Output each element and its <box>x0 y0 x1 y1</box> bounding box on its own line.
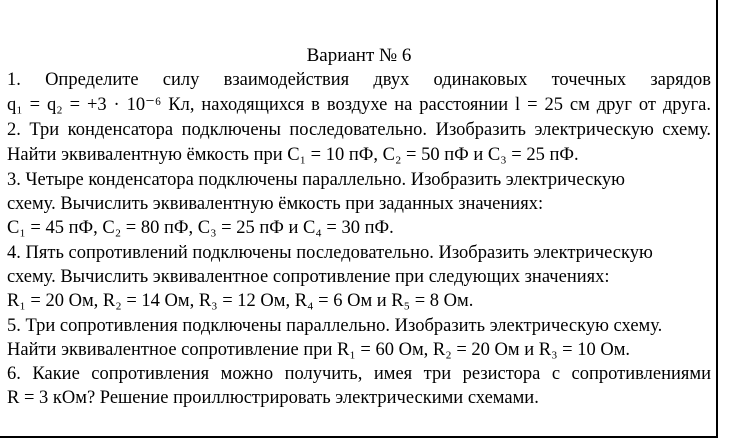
task-4-line-3: R₁ = 20 Ом, R₂ = 14 Ом, R₃ = 12 Ом, R₄ = 6 Ом и R₅ = 8 Ом. <box>7 291 474 311</box>
task-4-line-2: схему. Вычислить эквивалентное сопротивление при следующих значениях: <box>7 267 610 287</box>
task-5-line-1: 5. Три сопротивления подключены параллельно. Изобразить электрическую схему. <box>7 316 663 336</box>
task-1-line-2: q₁ = q₂ = +3 · 10⁻⁶ Кл, находящихся в воздухе на расстоянии l = 25 см друг от друга. <box>7 95 711 115</box>
task-3-line-1: 3. Четыре конденсатора подключены параллельно. Изобразить электрическую <box>7 170 625 190</box>
variant-title: Вариант № 6 <box>306 45 412 66</box>
task-3-line-3: C₁ = 45 пФ, C₂ = 80 пФ, C₃ = 25 пФ и C₄ = 30 пФ. <box>7 218 394 238</box>
task-3-line-2: схему. Вычислить эквивалентную ёмкость при заданных значениях: <box>7 194 544 214</box>
task-5-line-2: Найти эквивалентное сопротивление при R₁ = 60 Ом, R₂ = 20 Ом и R₃ = 10 Ом. <box>7 340 631 360</box>
task-6-line-2: R = 3 кОм? Решение проиллюстрировать электрическими схемами. <box>7 388 539 408</box>
task-6-line-1: 6. Какие сопротивления можно получить, имея три резистора с сопротивлениями <box>7 364 711 384</box>
task-2-line-1: 2. Три конденсатора подключены последовательно. Изобразить электрическую схему. <box>7 120 711 140</box>
task-1-line-1: 1. Определите силу взаимодействия двух одинаковых точечных зарядов <box>7 70 711 90</box>
task-2-line-2: Найти эквивалентную ёмкость при C₁ = 10 пФ, C₂ = 50 пФ и C₃ = 25 пФ. <box>7 145 579 165</box>
task-4-line-1: 4. Пять сопротивлений подключены последовательно. Изобразить электрическую <box>7 243 653 263</box>
